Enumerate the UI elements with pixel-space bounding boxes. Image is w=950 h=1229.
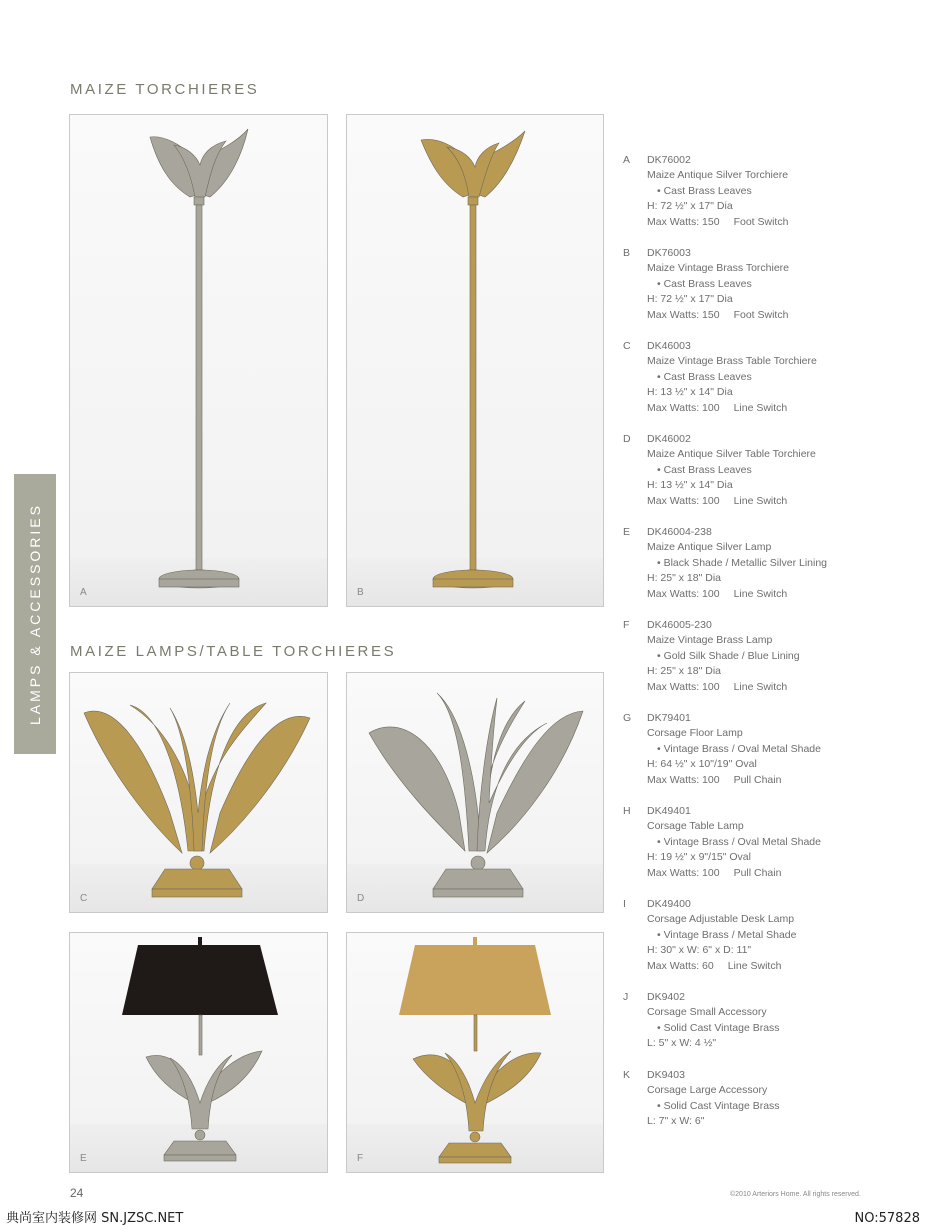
spec-sku: DK49400 [647,898,691,910]
spec-size: H: 13 ½" x 14" Dia [647,479,733,492]
spec-sku: DK46005-230 [647,619,712,631]
spec-item-b [623,246,863,339]
spec-sku: DK79401 [647,712,691,724]
spec-detail: • Vintage Brass / Oval Metal Shade [647,742,863,757]
table-lamp-illustration [70,933,328,1173]
table-lamp-illustration [347,933,604,1173]
spec-detail: • Vintage Brass / Metal Shade [647,928,863,943]
spec-letter: H [623,805,631,817]
spec-letter: A [623,154,631,166]
spec-watts: Max Watts: 100 [647,401,720,414]
spec-size: L: 5" x W: 4 ½" [647,1037,717,1050]
spec-item-i [623,897,863,990]
spec-switch: Foot Switch [733,215,789,228]
spec-size: H: 13 ½" x 14" Dia [647,386,733,399]
spec-switch: Line Switch [733,680,788,693]
spec-name: Corsage Table Lamp [647,820,744,833]
table-torchiere-illustration [347,673,604,913]
spec-letter: B [623,247,631,259]
spec-watts: Max Watts: 150 [647,308,720,321]
spec-item-j [623,990,863,1068]
spec-size: H: 72 ½" x 17" Dia [647,200,733,213]
product-photo-d [346,672,604,913]
spec-detail: • Gold Silk Shade / Blue Lining [647,649,863,664]
spec-sku: DK76003 [647,247,691,259]
spec-size: H: 25" x 18" Dia [647,572,721,585]
spec-letter: G [623,712,632,724]
spec-letter: K [623,1069,631,1081]
spec-name: Corsage Large Accessory [647,1084,768,1097]
spec-sku: DK49401 [647,805,691,817]
spec-watts: Max Watts: 150 [647,215,720,228]
spec-switch: Line Switch [727,959,782,972]
spec-item-d [623,432,863,525]
spec-name: Corsage Floor Lamp [647,727,743,740]
spec-detail: • Cast Brass Leaves [647,184,863,199]
spec-watts: Max Watts: 100 [647,866,720,879]
spec-item-c [623,339,863,432]
spec-letter: D [623,433,631,445]
watermark-left: 典尚室内装修网 SN.JZSC.NET [6,1211,184,1226]
spec-detail: • Black Shade / Metallic Silver Lining [647,556,863,571]
spec-switch: Line Switch [733,494,788,507]
photo-letter: A [80,587,87,598]
copyright: ©2010 Arteriors Home. All rights reserved. [730,1191,861,1198]
table-torchiere-illustration [70,673,328,913]
spec-size: H: 72 ½" x 17" Dia [647,293,733,306]
spec-detail: • Cast Brass Leaves [647,370,863,385]
spec-sku: DK46003 [647,340,691,352]
spec-size: H: 25" x 18" Dia [647,665,721,678]
product-photo-b [346,114,604,607]
spec-name: Corsage Small Accessory [647,1006,767,1019]
page-number: 24 [70,1186,84,1200]
spec-sku: DK9402 [647,991,685,1003]
spec-name: Maize Vintage Brass Torchiere [647,262,790,275]
spec-name: Maize Antique Silver Lamp [647,541,772,554]
spec-name: Maize Antique Silver Torchiere [647,169,789,182]
watermark-bar [0,1207,950,1229]
spec-letter: C [623,340,631,352]
spec-item-g [623,711,863,804]
spec-detail: • Vintage Brass / Oval Metal Shade [647,835,863,850]
spec-sku: DK76002 [647,154,691,166]
spec-name: Maize Vintage Brass Table Torchiere [647,355,817,368]
product-photo-e [69,932,328,1173]
spec-watts: Max Watts: 60 [647,959,714,972]
photo-letter: D [357,893,365,904]
product-photo-c [69,672,328,913]
spec-item-k [623,1068,863,1146]
spec-size: H: 19 ½" x 9"/15" Oval [647,851,751,864]
spec-sku: DK46004-238 [647,526,712,538]
floor-torchiere-illustration [347,115,604,607]
spec-detail: • Solid Cast Vintage Brass [647,1099,863,1114]
spec-watts: Max Watts: 100 [647,494,720,507]
section-heading-lamps: MAIZE LAMPS/TABLE TORCHIERES [70,643,397,660]
side-tab [14,474,56,754]
spec-switch: Pull Chain [733,773,782,786]
spec-item-f [623,618,863,711]
spec-size: H: 64 ½" x 10"/19" Oval [647,758,757,771]
spec-size: L: 7" x W: 6" [647,1115,705,1128]
spec-letter: E [623,526,631,538]
spec-item-h [623,804,863,897]
spec-detail: • Cast Brass Leaves [647,463,863,478]
spec-size: H: 30" x W: 6" x D: 11" [647,944,752,957]
spec-item-e [623,525,863,618]
photo-letter: F [357,1153,364,1164]
spec-detail: • Solid Cast Vintage Brass [647,1021,863,1036]
product-photo-f [346,932,604,1173]
spec-watts: Max Watts: 100 [647,680,720,693]
product-photo-a [69,114,328,607]
spec-name: Maize Vintage Brass Lamp [647,634,773,647]
side-tab-label: LAMPS & ACCESSORIES [27,503,43,725]
spec-letter: J [623,991,629,1003]
photo-letter: B [357,587,364,598]
photo-letter: E [80,1153,87,1164]
spec-name: Maize Antique Silver Table Torchiere [647,448,816,461]
spec-switch: Line Switch [733,587,788,600]
spec-switch: Pull Chain [733,866,782,879]
photo-letter: C [80,893,88,904]
spec-item-a [623,153,863,246]
spec-watts: Max Watts: 100 [647,773,720,786]
spec-list [623,153,863,1146]
spec-letter: F [623,619,630,631]
spec-watts: Max Watts: 100 [647,587,720,600]
watermark-right: NO:57828 [854,1211,920,1226]
floor-torchiere-illustration [70,115,328,607]
section-heading-torchieres: MAIZE TORCHIERES [70,81,260,98]
spec-name: Corsage Adjustable Desk Lamp [647,913,795,926]
spec-letter: I [623,898,626,910]
spec-detail: • Cast Brass Leaves [647,277,863,292]
spec-sku: DK9403 [647,1069,685,1081]
spec-sku: DK46002 [647,433,691,445]
spec-switch: Foot Switch [733,308,789,321]
spec-switch: Line Switch [733,401,788,414]
